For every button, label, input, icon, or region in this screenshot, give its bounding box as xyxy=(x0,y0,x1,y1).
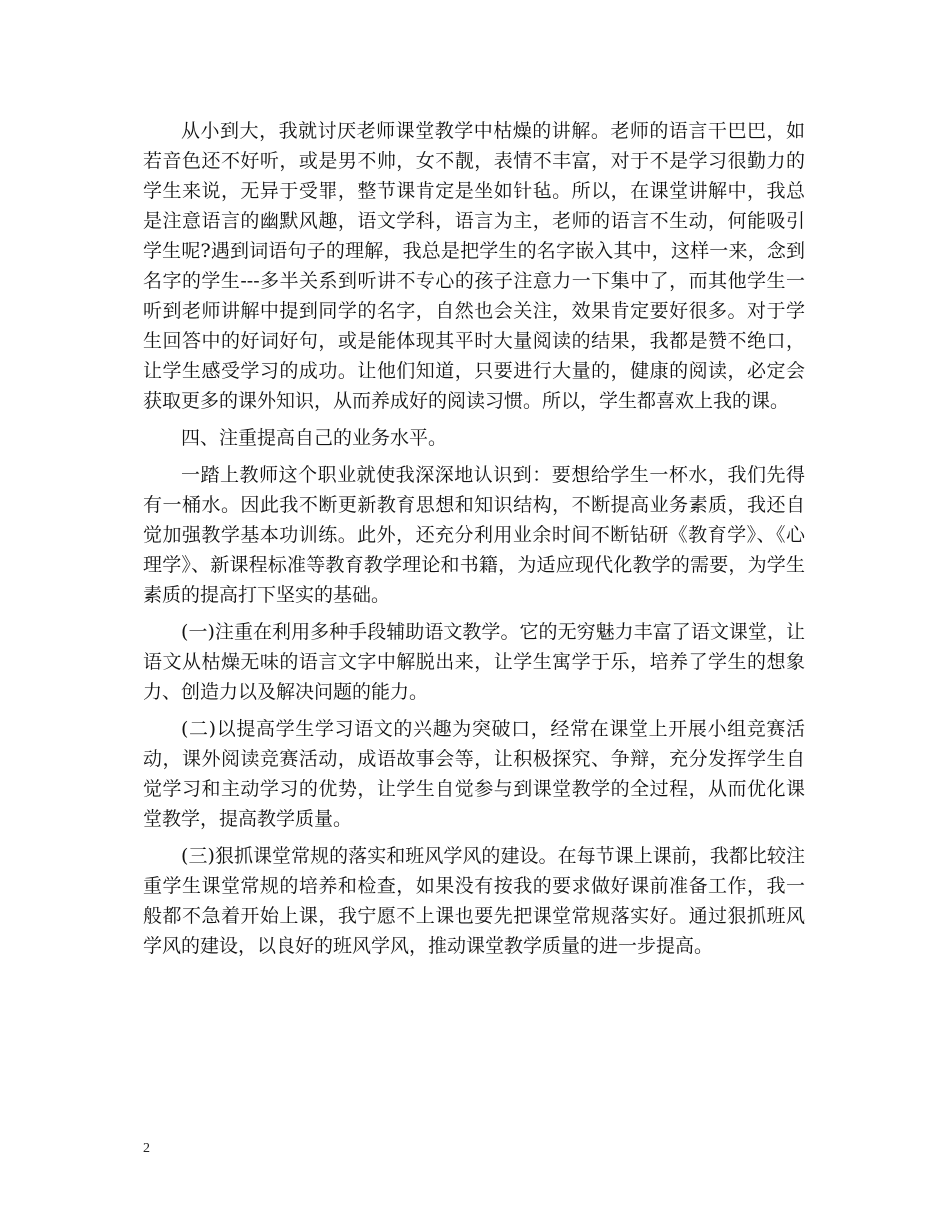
page-number: 2 xyxy=(143,1141,150,1156)
section-heading-four: 四、注重提高自己的业务水平。 xyxy=(181,427,448,449)
paragraph-item-one: (一)注重在利用多种手段辅助语文教学。它的无穷魅力丰富了语文课堂，让语文从枯燥无味的语言文字中解脱出来，让学生寓学于乐，培养了学生的想象力、创造力以及解决问题的能力。 xyxy=(143,621,805,703)
document-body xyxy=(143,116,805,968)
paragraph-professional-growth: 一踏上教师这个职业就使我深深地认识到：要想给学生一杯水，我们先得有一桶水。因此我不断更新教育思想和知识结构，不断提高业务素质，我还自觉加强教学基本功训练。此外，还充分利用业余时间不断钻研《教育学》、《心理学》、新课程标准等教育教学理论和书籍，为适应现代化教学的需要，为学生素质的提高打下坚实的基础。 xyxy=(143,464,805,606)
paragraph-item-three: (三)狠抓课堂常规的落实和班风学风的建设。在每节课上课前，我都比较注重学生课堂常规的培养和检查，如果没有按我的要求做好课前准备工作，我一般都不急着开始上课，我宁愿不上课也要先把课堂常规落实好。通过狠抓班风学风的建设，以良好的班风学风，推动课堂教学质量的进一步提高。 xyxy=(143,845,805,957)
paragraph-humor-in-teaching: 从小到大，我就讨厌老师课堂教学中枯燥的讲解。老师的语言干巴巴，如若音色还不好听，或是男不帅，女不靓，表情不丰富，对于不是学习很勤力的学生来说，无异于受罪，整节课肯定是坐如针毡。所以，在课堂讲解中，我总是注意语言的幽默风趣，语文学科，语言为主，老师的语言不生动，何能吸引学生呢?遇到词语句子的理解，我总是把学生的名字嵌入其中，这样一来，念到名字的学生---多半关系到听讲不专心的孩子注意力一下集中了，而其他学生一听到老师讲解中提到同学的名字，自然也会关注，效果肯定要好很多。对于学生回答中的好词好句，或是能体现其平时大量阅读的结果，我都是赞不绝口，让学生感受学习的成功。让他们知道，只要进行大量的，健康的阅读，必定会获取更多的课外知识，从而养成好的阅读习惯。所以，学生都喜欢上我的课。 xyxy=(143,120,805,412)
paragraph-item-two: (二)以提高学生学习语文的兴趣为突破口，经常在课堂上开展小组竞赛活动，课外阅读竞赛活动，成语故事会等，让积极探究、争辩，充分发挥学生自觉学习和主动学习的优势，让学生自觉参与到课堂教学的全过程，从而优化课堂教学，提高教学质量。 xyxy=(143,718,805,830)
